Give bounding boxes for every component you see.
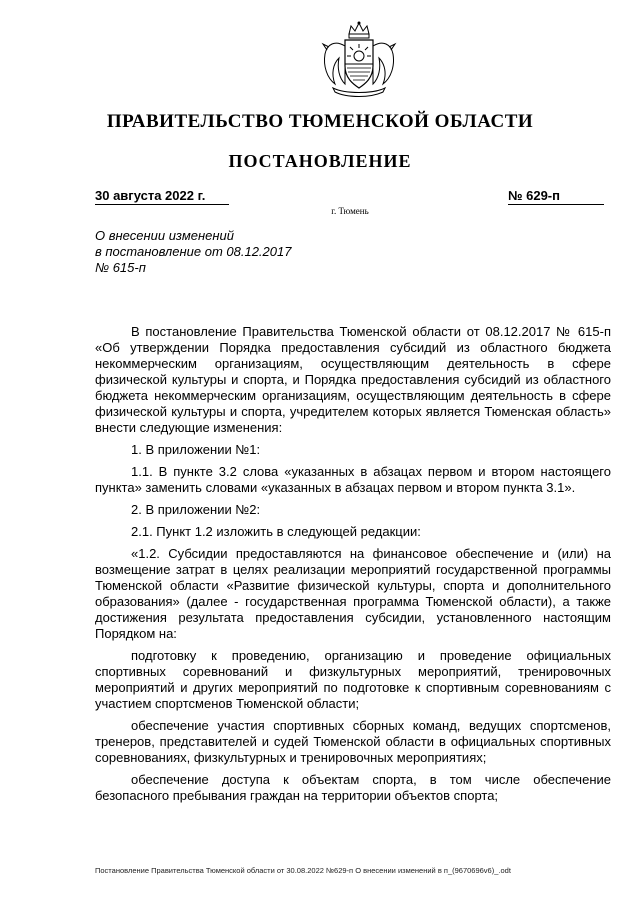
- subject-line: в постановление от 08.12.2017: [95, 244, 292, 259]
- government-title: ПРАВИТЕЛЬСТВО ТЮМЕНСКОЙ ОБЛАСТИ: [106, 111, 534, 132]
- body-paragraph: 2.1. Пункт 1.2 изложить в следующей редакции:: [131, 524, 421, 539]
- body-paragraph: В постановление Правительства Тюменской области от 08.12.2017 № 615-п «Об утверждении Порядка предоставления субсидий из областного бюджета некоммерческим организациям, осуществляющим деятельность в сфере физической культуры и спорта, и Порядка предоставления субсидий из областного бюджета некоммерческим организациям, осуществляющим деятельность в сфере физической культуры и спорта, учредителем которых является Тюменская область» внести следующие изменения:: [95, 324, 611, 435]
- document-body: [95, 324, 611, 810]
- document-date: 30 августа 2022 г.: [95, 188, 229, 205]
- body-paragraph: 1.1. В пункте 3.2 слова «указанных в абзацах первом и втором настоящего пункта» заменить словами «указанных в абзацах первом и втором пункта 3.1».: [95, 464, 611, 495]
- body-paragraph: обеспечение участия спортивных сборных команд, ведущих спортсменов, тренеров, представителей и судей Тюменской области в официальных спортивных соревнованиях, физкультурных и тренировочных мероприятиях;: [95, 718, 611, 765]
- document-city: г. Тюмень: [331, 206, 369, 216]
- coat-of-arms-emblem-icon: [315, 20, 403, 100]
- document-number: № 629-п: [508, 188, 604, 205]
- subject-line: № 615-п: [95, 260, 146, 275]
- body-paragraph: 1. В приложении №1:: [131, 442, 261, 457]
- document-subject: [95, 228, 291, 276]
- body-paragraph: «1.2. Субсидии предоставляются на финансовое обеспечение и (или) на возмещение затрат в целях реализации мероприятий государственной программы Тюменской области «Развитие физической культуры, спорта и дополнительного образования» (далее - государственная программа Тюменской области), а также достижения результата предоставления субсидии, установленного настоящим Порядком на:: [95, 546, 611, 641]
- body-paragraph: подготовку к проведению, организацию и проведение официальных спортивных соревнований и физкультурных мероприятий, тренировочных мероприятий и других мероприятий по подготовке к спортивным соревнованиям с участием спортсменов Тюменской области;: [95, 648, 611, 711]
- document-type-title: ПОСТАНОВЛЕНИЕ: [228, 151, 412, 171]
- subject-line: О внесении изменений: [95, 228, 234, 243]
- body-paragraph: обеспечение доступа к объектам спорта, в том числе обеспечение безопасного пребывания граждан на территории объектов спорта;: [95, 772, 611, 803]
- document-footer: Постановление Правительства Тюменской области от 30.08.2022 №629-п О внесении изменений в п_(9670696v6)_.odt: [95, 866, 511, 875]
- body-paragraph: 2. В приложении №2:: [131, 502, 261, 517]
